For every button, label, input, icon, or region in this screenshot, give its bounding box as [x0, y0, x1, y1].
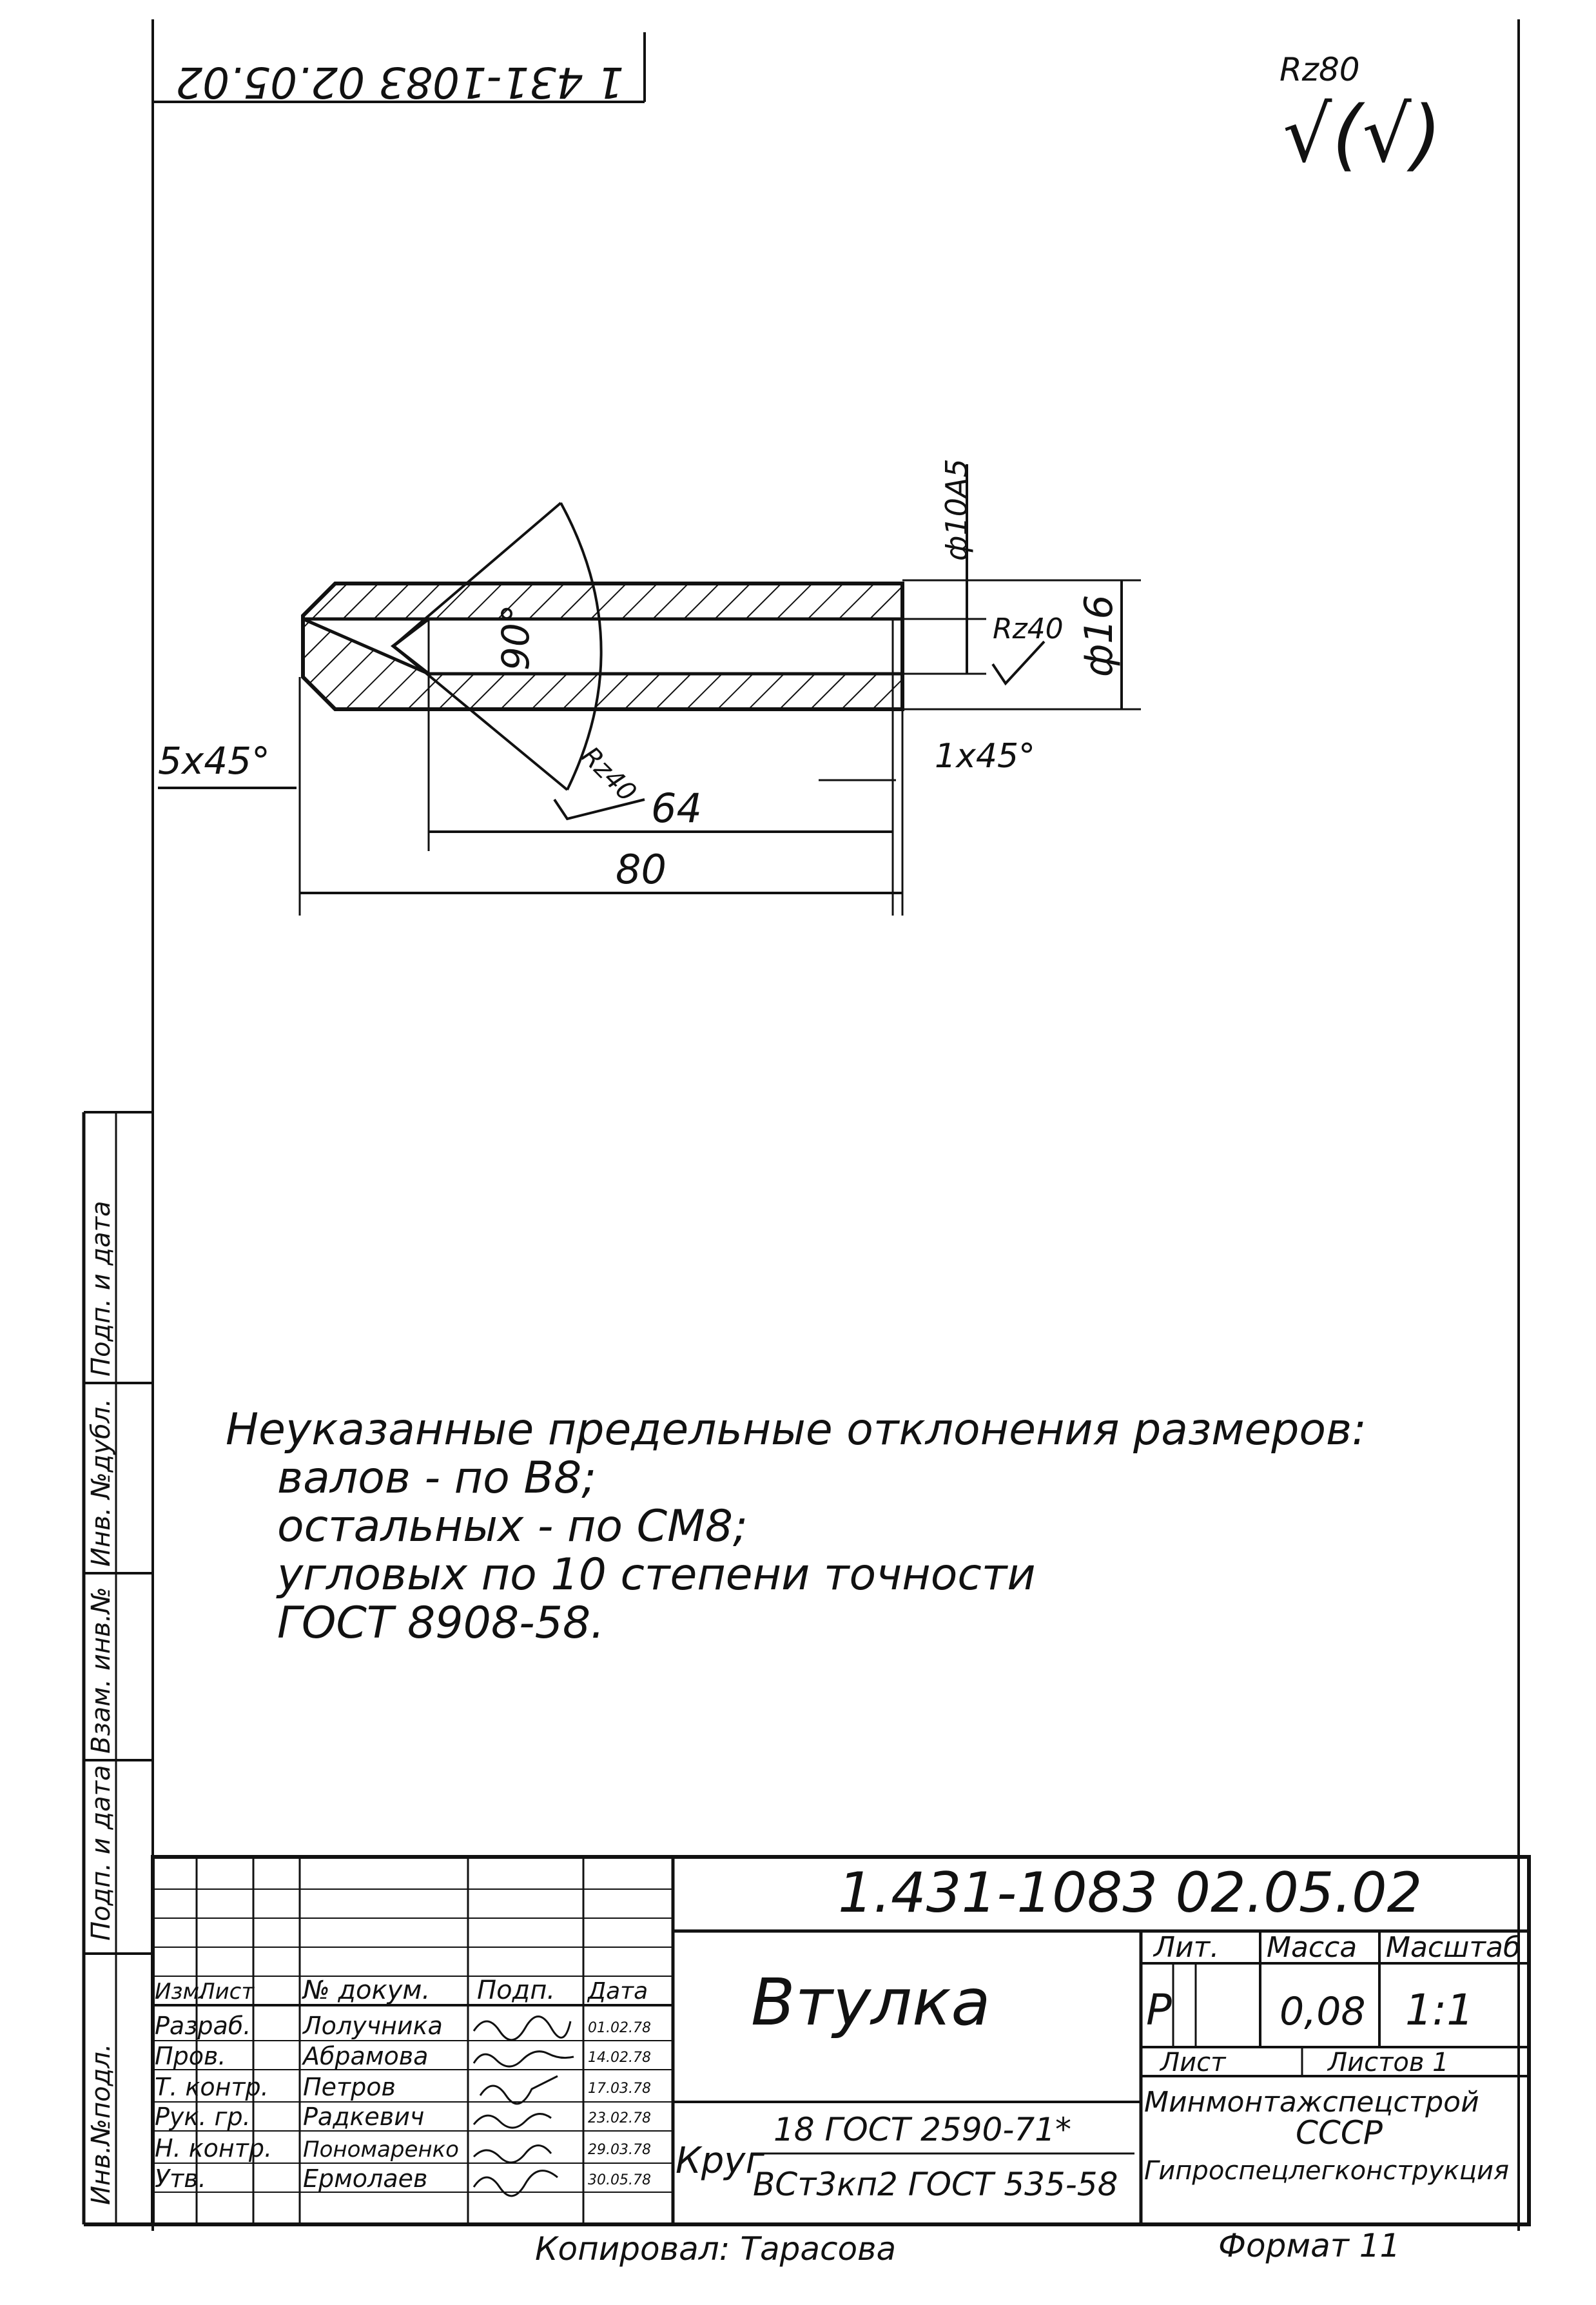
top-stamp	[153, 32, 645, 107]
row-name-3: Петров	[303, 2073, 396, 2101]
material-top: 18 ГОСТ 2590-71*	[774, 2111, 1071, 2148]
hdr-list: Лист	[199, 1979, 255, 2005]
mass-label: Масса	[1267, 1931, 1358, 1964]
lower-wall	[303, 619, 902, 709]
cone-roughness: Rz40	[575, 741, 642, 808]
row-role-1: Разраб.	[155, 2012, 251, 2040]
outer-diameter: ф16	[1076, 594, 1122, 677]
bore-roughness: Rz40	[993, 613, 1064, 645]
row-role-4: Рук. гр.	[155, 2103, 251, 2131]
row-date-5: 29.03.78	[588, 2142, 651, 2158]
side-label-inv-podl: Инв.№подл.	[86, 2043, 116, 2205]
material-bottom: ВСт3кп2 ГОСТ 535-58	[753, 2166, 1118, 2203]
row-name-1: Лолучника	[303, 2012, 443, 2040]
row-role-5: Н. контр.	[155, 2134, 273, 2163]
mass-value: 0,08	[1280, 1989, 1366, 2034]
note-line-3: остальных - по CM8;	[277, 1501, 748, 1552]
scale-label: Масштаб	[1386, 1931, 1521, 1964]
title-block	[153, 1857, 1529, 2224]
side-label-podp-data-2: Подп. и дата	[86, 1201, 116, 1377]
note-line-4: угловых по 10 степени точности	[277, 1549, 1036, 1600]
total-length: 80	[616, 846, 667, 893]
chamfer-left: 5x45°	[158, 739, 271, 783]
lit-value: Р	[1146, 1985, 1172, 2035]
row-name-2: Абрамова	[303, 2042, 429, 2070]
side-label-podp-data-1: Подп. и дата	[86, 1765, 116, 1941]
note-line-5: ГОСТ 8908-58.	[277, 1598, 605, 1649]
row-role-2: Пров.	[155, 2042, 226, 2070]
note-line-2: валов - по B8;	[277, 1453, 597, 1504]
row-role-6: Утв.	[155, 2164, 206, 2193]
roughness-symbol: √(√)	[1283, 90, 1442, 180]
general-roughness	[1280, 51, 1442, 180]
row-date-1: 01.02.78	[588, 2020, 651, 2036]
material-prefix: Круг	[676, 2140, 764, 2182]
scale-value: 1:1	[1405, 1985, 1474, 2035]
bore-diameter: ф10А5	[939, 458, 974, 561]
signatures	[474, 2017, 574, 2196]
note-line-1: Неуказанные предельные отклонения размеров:	[226, 1404, 1367, 1455]
org-line-2: СССР	[1296, 2114, 1383, 2152]
row-name-6: Ермолаев	[303, 2164, 428, 2193]
format: Формат 11	[1218, 2227, 1401, 2264]
sheet-label: Лист	[1160, 2048, 1226, 2077]
row-name-5: Пономаренко	[303, 2137, 459, 2163]
row-date-3: 17.03.78	[588, 2081, 651, 2097]
bushing-section	[158, 458, 1141, 916]
row-date-2: 14.02.78	[588, 2050, 651, 2066]
upper-wall	[303, 584, 902, 619]
hdr-date: Дата	[588, 1978, 648, 2005]
top-stamp-text: 1 431-1083 02.05.02	[175, 57, 624, 107]
row-date-6: 30.05.78	[588, 2172, 651, 2188]
org-line-3: Гипроспецлегконструкция	[1144, 2156, 1510, 2186]
sheets-label: Листов 1	[1328, 2048, 1449, 2077]
hdr-doc: № докум.	[303, 1976, 431, 2005]
angle-label: 90°	[494, 604, 538, 671]
row-name-4: Радкевич	[303, 2103, 425, 2131]
copied-by: Копировал: Тарасова	[535, 2230, 897, 2268]
inner-length: 64	[651, 785, 702, 832]
part-name: Втулка	[751, 1965, 991, 2040]
chamfer-right: 1x45°	[935, 737, 1036, 776]
lit-label: Лит.	[1154, 1931, 1220, 1964]
roughness-label: Rz80	[1280, 51, 1360, 88]
hdr-sign: Подп.	[477, 1976, 556, 2005]
doc-number: 1.431-1083 02.05.02	[838, 1861, 1423, 1925]
row-role-3: Т. контр.	[155, 2073, 269, 2101]
tolerance-notes	[226, 1404, 1367, 1649]
side-label-dubl: Инв. №дубл.	[86, 1398, 116, 1567]
row-date-4: 23.02.78	[588, 2110, 651, 2126]
org-line-1: Минмонтажспецстрой	[1144, 2086, 1479, 2119]
side-label-vzam: Взам. инв.№	[86, 1587, 116, 1754]
side-strip	[84, 1112, 153, 2224]
hdr-izm: Изм.	[155, 1979, 206, 2005]
